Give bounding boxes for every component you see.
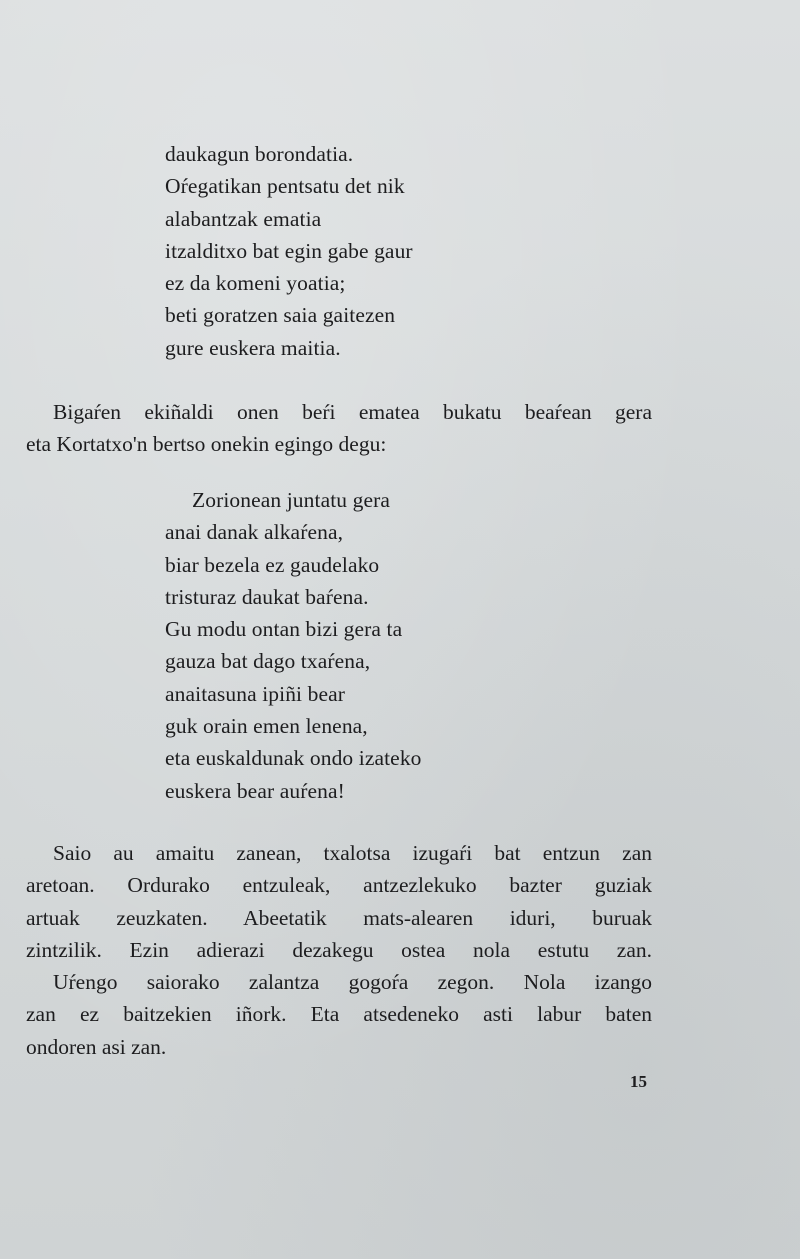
paragraph-line: eta Kortatxo'n bertso onekin egingo degu: [26,432,387,457]
verse-line: beti goratzen saia gaitezen [165,303,396,328]
paragraph-line: Saio au amaitu zanean, txalotsa izugaŕi bat entzun zan [53,841,652,865]
verse-line: eta euskaldunak ondo izateko [165,746,422,771]
paragraph-intro-verse [26,396,652,461]
verse-line: gauza bat dago txaŕena, [165,649,371,674]
verse-line: daukagun borondatia. [165,142,354,166]
verse-line: biar bezela ez gaudelako [165,552,380,577]
paragraph-applause [26,837,652,1063]
paragraph-line: zintzilik. Ezin adierazi dezakegu ostea nola estutu zan. [26,937,652,962]
paragraph-line: aretoan. Ordurako entzuleak, antzezlekuko bazter guziak [26,873,652,898]
verse-line: gure euskera maitia. [165,335,341,360]
verse-line: ez da komeni yoatia; [165,271,346,296]
paragraph-line: ondoren asi zan. [26,1034,167,1059]
verse-line: itzalditxo bat egin gabe gaur [165,238,413,263]
verse-line: Gu modu ontan bizi gera ta [165,617,403,642]
page-number: 15 [630,1072,647,1091]
verse-line: anai danak alkaŕena, [165,520,344,545]
verse-stanza-1 [165,138,413,364]
verse-line: euskera bear auŕena! [165,778,345,803]
verse-line: Oŕegatikan pentsatu det nik [165,174,405,199]
verse-line: Zorionean juntatu gera [192,488,391,512]
verse-line: alabantzak ematia [165,206,322,231]
paragraph-line: artuak zeuzkaten. Abeetatik mats-alearen iduri, buruak [26,905,652,930]
verse-line: guk orain emen lenena, [165,714,368,739]
verse-line: tristuraz daukat baŕena. [165,584,369,609]
verse-line: anaitasuna ipiñi bear [165,681,345,706]
verse-stanza-2 [165,484,422,807]
paragraph-line: Bigaŕen ekiñaldi onen beŕi ematea bukatu beaŕean gera [53,400,652,424]
paragraph-line: Uŕengo saiorako zalantza gogoŕa zegon. Nola izango [53,970,652,995]
paragraph-line: zan ez baitzekien iñork. Eta atsedeneko asti labur baten [26,1002,652,1027]
